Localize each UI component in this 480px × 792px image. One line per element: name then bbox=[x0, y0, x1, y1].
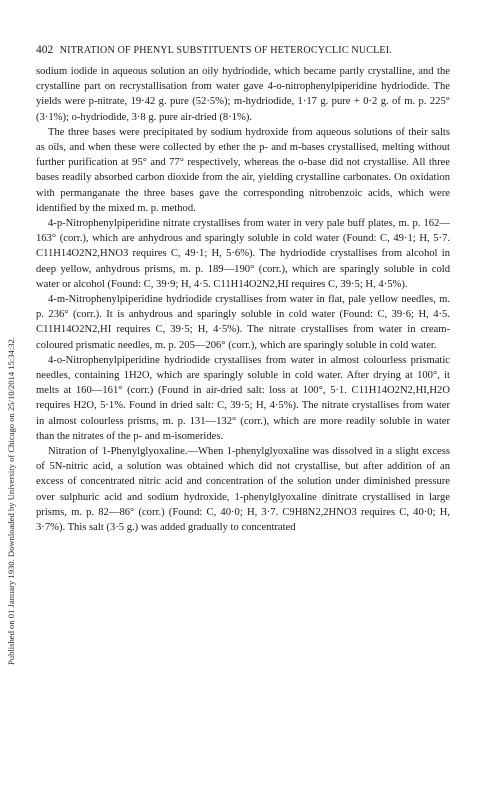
paragraph-o-nitrophenylpiperidine: 4-o-Nitrophenylpiperidine hydriodide crystallises from water in almost colourless prismatic needles, containing 1H2O, which are sparingly soluble in cold water. After drying at 100°, it melts at 160—161° (corr.) (Found in air-dried salt: loss at 100°, 5·1. C11H14O2N2,HI,H2O requires H2O, 5·1%. Found in dried salt: C, 39·5; H, 4·5%). The nitrate crystallises from water in almost colourless prisms, m. p. 131—132° (corr.), which are more readily soluble in water than the nitrates of the p- and m-isomerides. bbox=[36, 354, 450, 442]
paragraph-p-nitrophenylpiperidine: 4-p-Nitrophenylpiperidine nitrate crystallises from water in very pale buff plates, m. p. 162—163° (corr.), which are anhydrous and sparingly soluble in cold water (Found: C, 49·1; H, 5·7. C11H14O2N2,HNO3 requires C, 49·1; H, 5·6%). The hydriodide crystallises from alcohol in deep yellow, anhydrous prisms, m. p. 189—190° (corr.), which are sparingly soluble in cold water or alcohol (Found: C, 39·9; H, 4·5. C11H14O2N2,HI requires C, 39·5; H, 4·5%). bbox=[36, 218, 450, 290]
paragraph-continuation: sodium iodide in aqueous solution an oily hydriodide, which became partly crystalline, and the crystalline part on recrystallisation from water gave 4-o-nitrophenylpiperidine hydriodide. The yields were p-nitrate, 19·42 g. pure (52·5%); m-hydriodide, 1·17 g. pure + 0·2 g. of m. p. 225° (3·1%); o-hydriodide, 3·8 g. pure air-dried (8·1%). bbox=[36, 66, 450, 123]
paragraph-nitration-phenylglyoxaline: Nitration of 1-Phenylglyoxaline.—When 1-phenylglyoxaline was dissolved in a slight excess of 5N-nitric acid, a solution was obtained which did not crystallise, but after addition of an excess of concentrated nitric acid and concentration of the solution under diminished pressure over sulphuric acid and sodium hydroxide, 1-phenylglyoxaline dinitrate crystallised in large prisms, m. p. 82—86° (corr.) (Found: C, 40·0; H, 3·7. C9H8N2,2HNO3 requires C, 40·0; H, 3·7%). This salt (3·5 g.) was added gradually to concentrated bbox=[36, 446, 450, 534]
paragraph-bases-precipitation: The three bases were precipitated by sodium hydroxide from aqueous solutions of their salts as oils, and when these were collected by ether the p- and m-bases crystallised, melting without further purification at 95° and 77° respectively, whereas the o-base did not crystallise. All three bases readily absorbed carbon dioxide from the air, yielding crystalline carbonates. On oxidation with permanganate the three bases gave the corresponding nitrobenzoic acids, which were identified by the mixed m. p. method. bbox=[36, 126, 450, 214]
article-body bbox=[36, 64, 450, 780]
publication-side-note: Published on 01 January 1930. Downloaded by University of Chicago on 25/10/2014 15:34:32. bbox=[6, 337, 16, 665]
running-title: NITRATION OF PHENYL SUBSTITUENTS OF HETEROCYCLIC NUCLEI. bbox=[59, 45, 392, 56]
paragraph-m-nitrophenylpiperidine: 4-m-Nitrophenylpiperidine hydriodide crystallises from water in flat, pale yellow needles, m. p. 236° (corr.). It is anhydrous and sparingly soluble in cold water (Found: C, 39·6; H, 4·5. C11H14O2N2,HI requires C, 39·5; H, 4·5%). The nitrate crystallises from water in cream-coloured prismatic needles, m. p. 205—206° (corr.), which are sparingly soluble in cold water. bbox=[36, 294, 450, 351]
page-number: 402 bbox=[36, 44, 54, 56]
running-header bbox=[36, 44, 456, 56]
